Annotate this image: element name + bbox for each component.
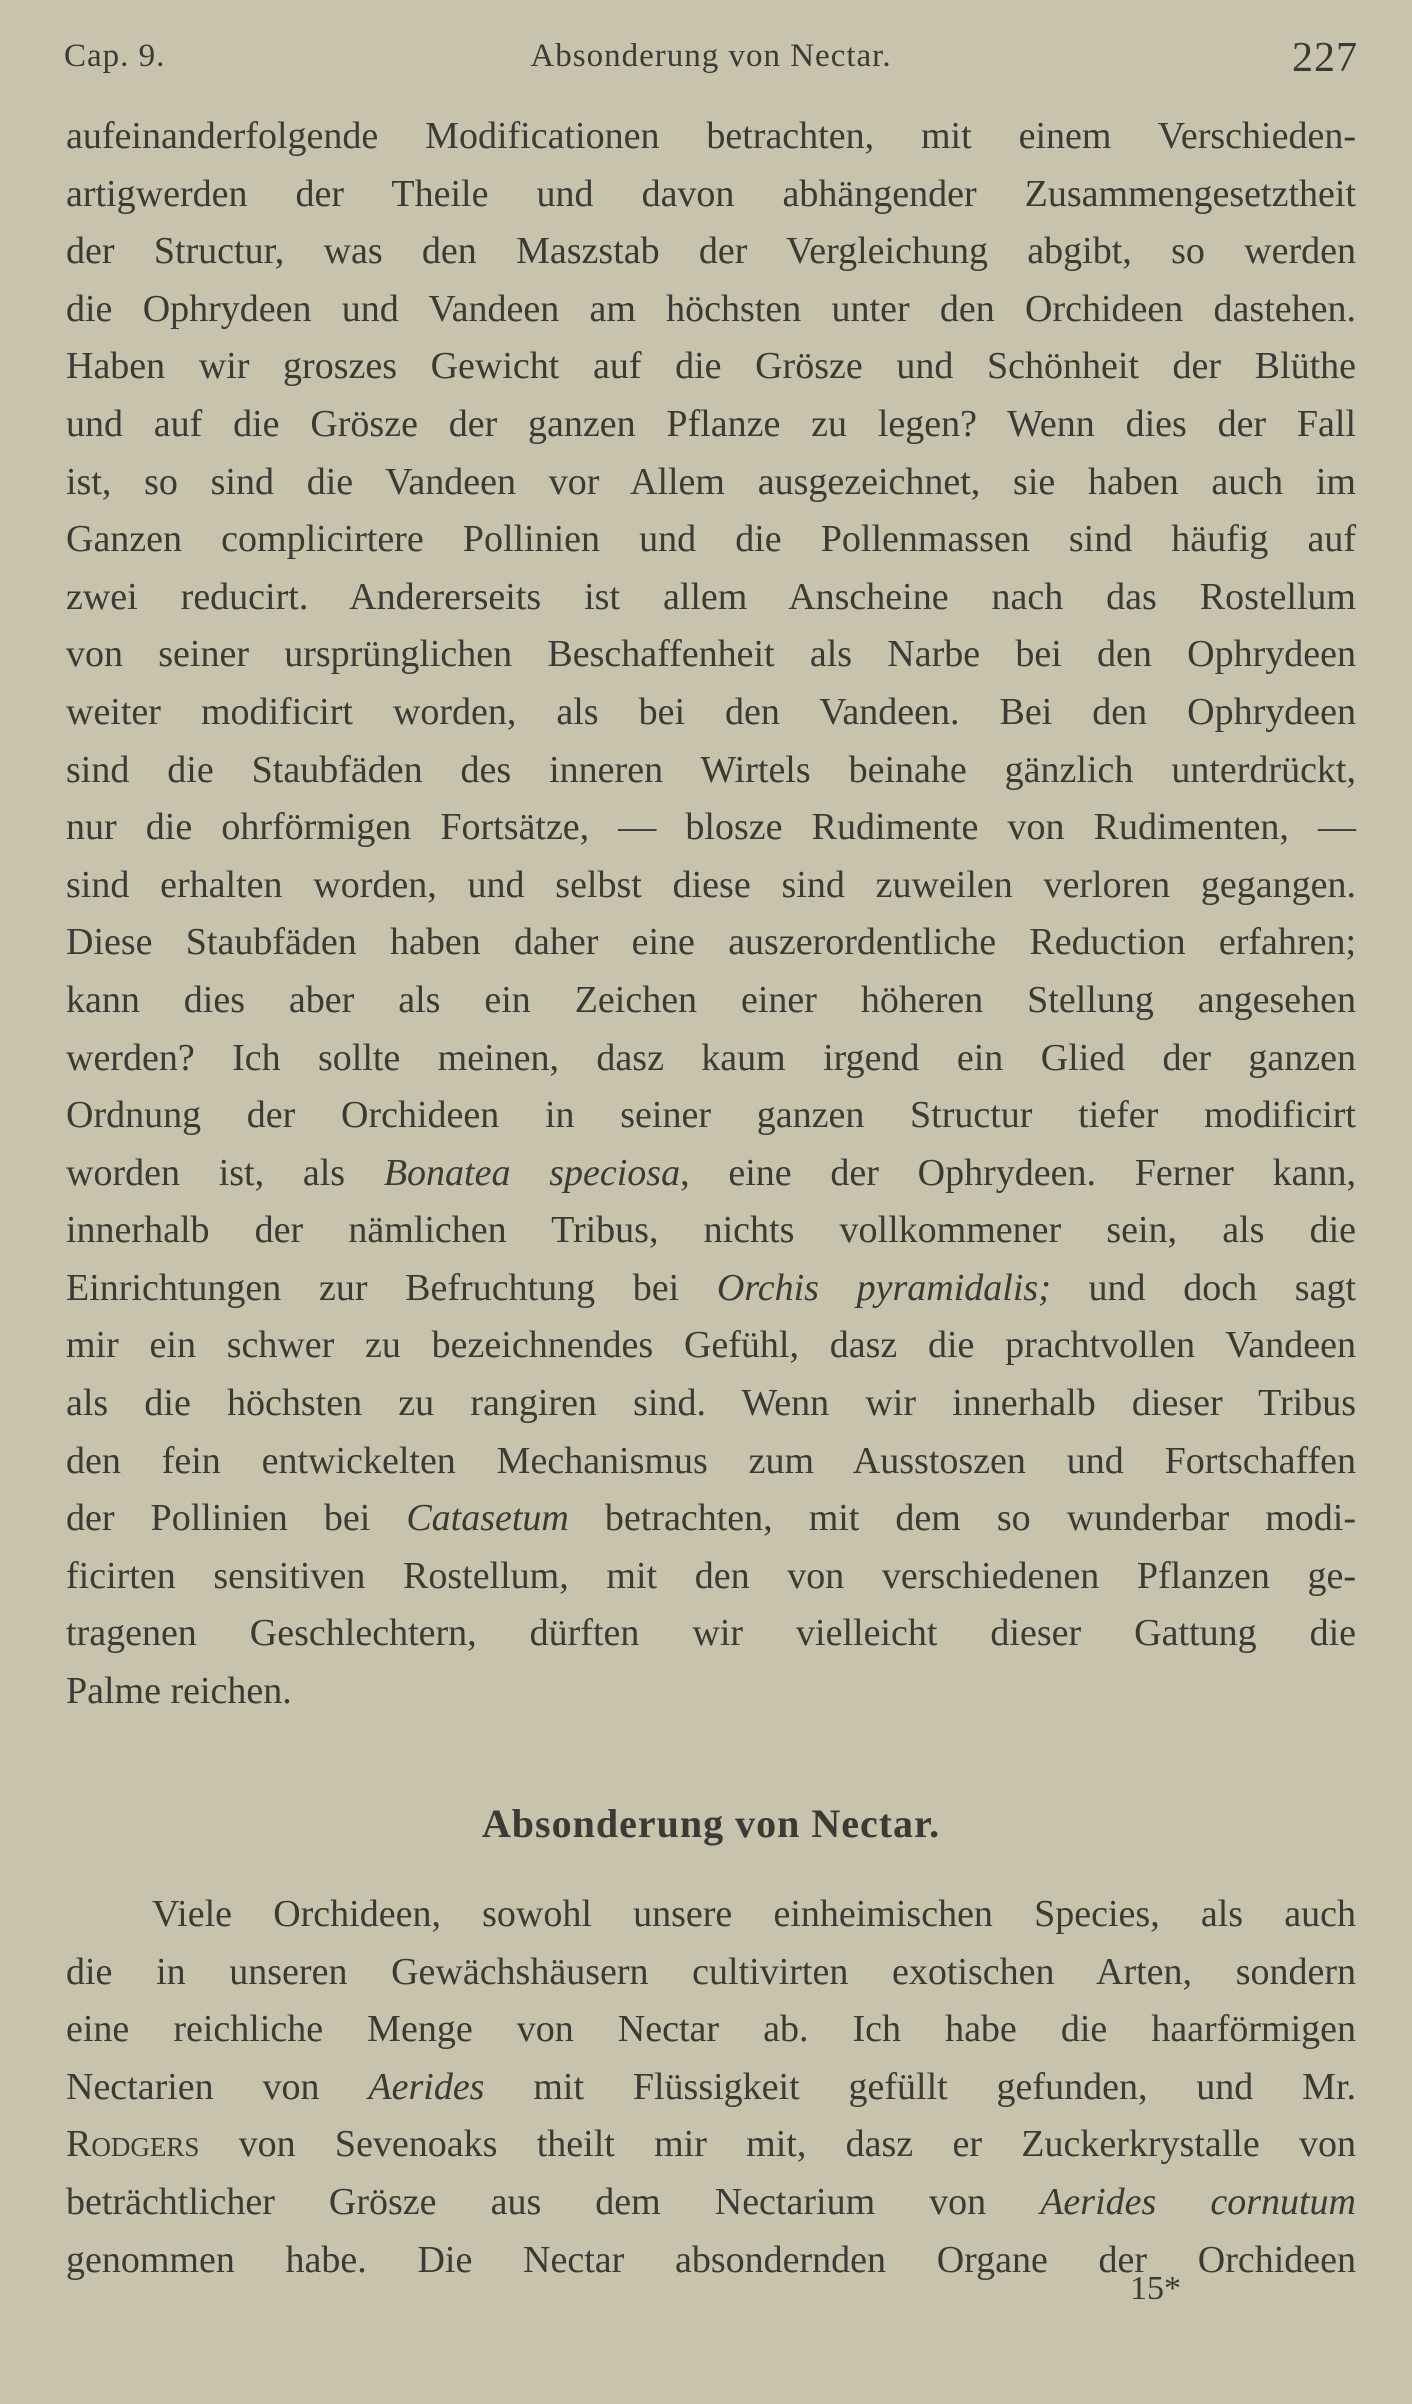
text-line: nur die ohrförmigen Fortsätze, — blosze Rudimente von Rudimenten, — [66,806,1356,849]
text-line: die Ophrydeen und Vandeen am höchsten unter den Orchideen dastehen. [66,287,1356,330]
text-line: eine reichliche Menge von Nectar ab. Ich habe die haarförmigen [66,2008,1356,2051]
italic-species-name: Aerides [368,2065,485,2108]
text-line: den fein entwickelten Mechanismus zum Ausstoszen und Fortschaffen [66,1439,1356,1482]
text-line: der Structur, was den Maszstab der Vergleichung abgibt, so werden [66,230,1356,273]
text-line: tragenen Geschlechtern, dürften wir vielleicht dieser Gattung die [66,1612,1356,1655]
italic-species-name: Aerides cornutum [1040,2180,1356,2223]
text-line: sind die Staubfäden des inneren Wirtels beinahe gänzlich unterdrückt, [66,748,1356,791]
chapter-label: Cap. 9. [64,38,166,74]
text-line: als die höchsten zu rangiren sind. Wenn wir innerhalb dieser Tribus [66,1382,1356,1425]
text-run: mit Flüssigkeit gefüllt gefunden, und Mr. [484,2065,1356,2108]
text-line: Viele Orchideen, sowohl unsere einheimischen Species, als auch [152,1893,1356,1935]
text-run: und doch sagt [1050,1266,1356,1309]
text-run: Nectarien von [66,2065,369,2108]
text-line: zwei reducirt. Andererseits ist allem Anscheine nach das Rostellum [66,575,1356,618]
running-title: Absonderung von Nectar. [530,38,892,74]
text-line [66,1490,1356,1548]
text-line: genommen habe. Die Nectar absondernden Organe der Orchideen [66,2238,1356,2281]
text-line: artigwerden der Theile und davon abhängender Zusammengesetztheit [66,172,1356,215]
text-line: aufeinanderfolgende Modificationen betrachten, mit einem Verschieden- [66,115,1356,157]
text-line: weiter modificirt worden, als bei den Vandeen. Bei den Ophrydeen [66,690,1356,733]
signature-mark: 15* [1130,2270,1181,2307]
text-line: Ordnung der Orchideen in seiner ganzen Structur tiefer modificirt [66,1094,1356,1137]
text-line: von seiner ursprünglichen Beschaffenheit als Narbe bei den Ophrydeen [66,633,1356,676]
text-line [66,1260,1356,1318]
text-line: Ganzen complicirtere Pollinien und die Pollenmassen sind häufig auf [66,518,1356,561]
text-line [66,2059,1356,2117]
paragraph-2 [66,1886,1356,2289]
text-line: Diese Staubfäden haben daher eine auszerordentliche Reduction erfahren; [66,921,1356,964]
text-line: ist, so sind die Vandeen vor Allem ausgezeichnet, sie haben auch im [66,460,1356,503]
text-line: sind erhalten worden, und selbst diese sind zuweilen verloren gegangen. [66,863,1356,906]
section-heading: Absonderung von Nectar. [481,1801,941,1846]
text-run: , eine der Ophrydeen. Ferner kann, [680,1151,1356,1194]
text-run: Einrichtungen zur Befruchtung bei [66,1266,717,1309]
paragraph-1 [66,108,1356,1721]
text-line: werden? Ich sollte meinen, dasz kaum irgend ein Glied der ganzen [66,1036,1356,1079]
page-number: 227 [1292,35,1358,81]
text-line: die in unseren Gewächshäusern cultivirten exotischen Arten, sondern [66,1950,1356,1993]
italic-species-name: Orchis pyramidalis; [716,1266,1051,1309]
text-run: beträchtlicher Grösze aus dem Nectarium von [66,2180,1041,2223]
text-line [66,2174,1356,2232]
italic-species-name: Bonatea speciosa [383,1151,681,1194]
text-line: und auf die Grösze der ganzen Pflanze zu legen? Wenn dies der Fall [66,402,1356,445]
small-caps-name: Rodgers [66,2123,200,2166]
running-head [64,34,1358,84]
text-line: ficirten sensitiven Rostellum, mit den von verschiedenen Pflanzen ge- [66,1554,1356,1597]
text-run: betrachten, mit dem so wunderbar modi- [568,1497,1356,1540]
text-line: mir ein schwer zu bezeichnendes Gefühl, dasz die prachtvollen Vandeen [66,1324,1356,1367]
text-run: der Pollinien bei [66,1497,407,1540]
text-line [66,2116,1356,2174]
text-line: Palme reichen. [66,1670,292,1713]
text-line: innerhalb der nämlichen Tribus, nichts vollkommener sein, als die [66,1209,1356,1252]
text-run: von Sevenoaks theilt mir mit, dasz er Zuckerkrystalle von [199,2123,1356,2166]
text-line: kann dies aber als ein Zeichen einer höheren Stellung angesehen [66,978,1356,1021]
text-line [66,1145,1356,1203]
italic-species-name: Catasetum [406,1497,569,1540]
text-line: Haben wir groszes Gewicht auf die Grösze und Schönheit der Blüthe [66,345,1356,388]
text-run: worden ist, als [66,1151,384,1194]
